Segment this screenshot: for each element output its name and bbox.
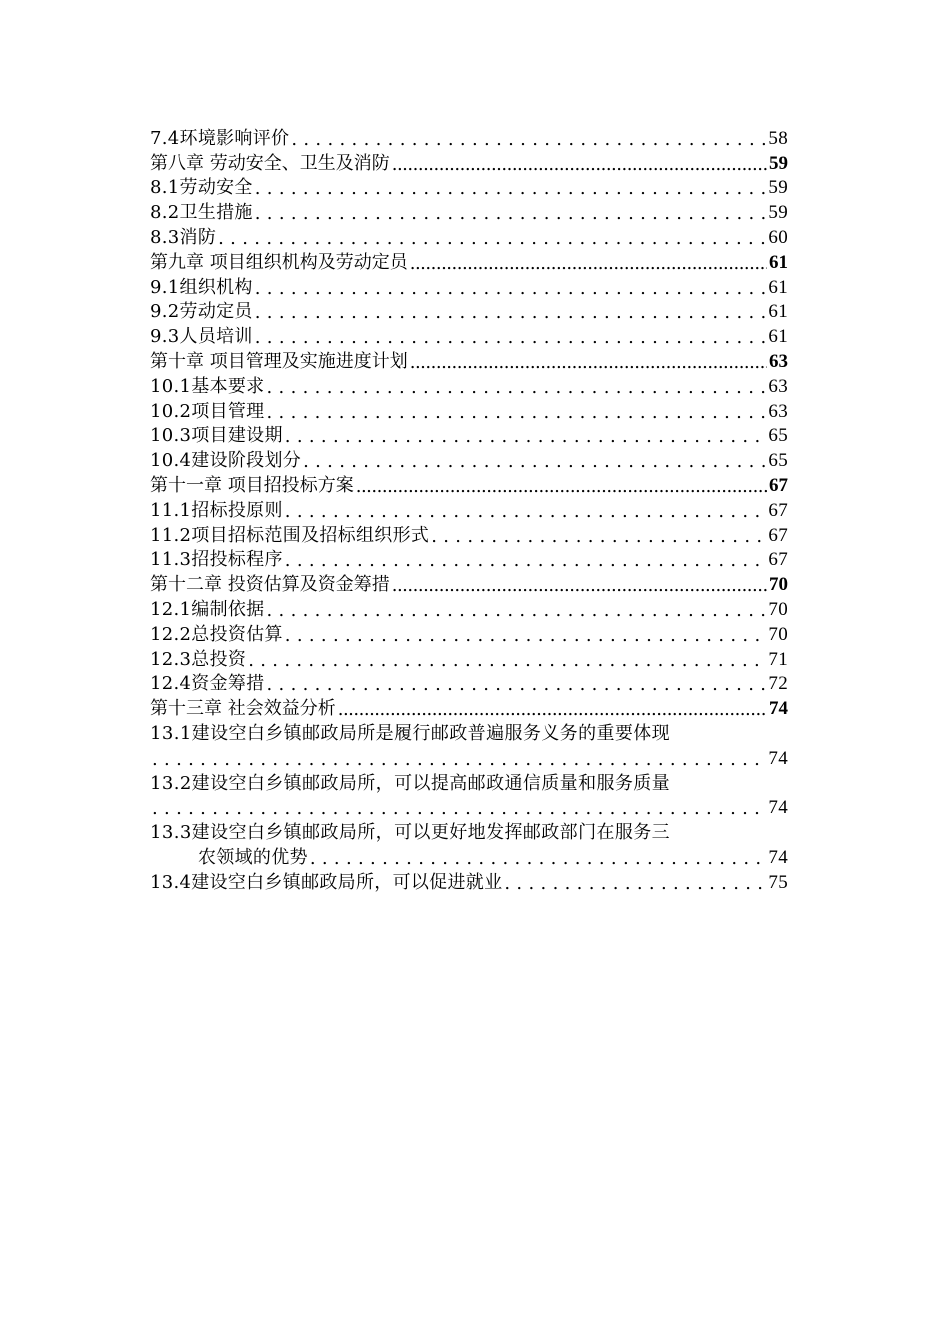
toc-entry-page-number: 61 xyxy=(768,326,788,348)
toc-dot-leader xyxy=(285,625,767,646)
toc-entry-section-line1[interactable] xyxy=(150,770,788,795)
toc-entry-page-number: 59 xyxy=(769,152,788,174)
toc-entry-section[interactable] xyxy=(150,373,788,398)
toc-entry-page-number: 71 xyxy=(768,648,788,670)
toc-entry-label: 第十三章 社会效益分析 xyxy=(150,698,336,720)
toc-dot-leader xyxy=(410,253,767,274)
toc-entry-label: 12.1编制依据 xyxy=(150,598,265,620)
toc-entry-page-number: 67 xyxy=(768,524,788,546)
toc-entry-label-continued: 农领域的优势 xyxy=(198,846,308,868)
toc-entry-page-number: 74 xyxy=(768,846,788,868)
toc-entry-label: 8.1劳动安全 xyxy=(150,177,253,199)
toc-entry-section[interactable] xyxy=(150,398,788,423)
toc-dot-leader xyxy=(392,154,767,175)
toc-entry-section-line2[interactable] xyxy=(150,844,788,869)
toc-entry-label: 10.2项目管理 xyxy=(150,400,265,422)
toc-entry-section[interactable] xyxy=(150,621,788,646)
toc-entry-label: 第十一章 项目招投标方案 xyxy=(150,474,354,496)
toc-entry-chapter[interactable] xyxy=(150,695,788,720)
toc-entry-chapter[interactable] xyxy=(150,348,788,373)
toc-entry-section[interactable] xyxy=(150,671,788,696)
toc-entry-section-line2[interactable] xyxy=(150,745,788,770)
toc-dot-leader xyxy=(431,526,766,547)
toc-entry-chapter[interactable] xyxy=(150,249,788,274)
toc-entry-section[interactable] xyxy=(150,646,788,671)
toc-entry-label: 第十章 项目管理及实施进度计划 xyxy=(150,350,408,372)
toc-entry-label: 12.2总投资估算 xyxy=(150,623,283,645)
toc-dot-leader xyxy=(248,650,766,671)
toc-entry-label: 7.4环境影响评价 xyxy=(150,127,290,149)
toc-entry-label: 9.2劳动定员 xyxy=(150,301,253,323)
toc-entry-page-number: 61 xyxy=(768,276,788,298)
toc-dot-leader xyxy=(255,178,767,199)
toc-entry-label: 9.1组织机构 xyxy=(150,276,253,298)
toc-dot-leader xyxy=(255,302,767,323)
toc-dot-leader xyxy=(392,575,767,596)
toc-entry-label: 第八章 劳动安全、卫生及消防 xyxy=(150,152,390,174)
toc-dot-leader xyxy=(152,798,766,819)
toc-entry-label: 13.1建设空白乡镇邮政局所是履行邮政普遍服务义务的重要体现 xyxy=(150,722,671,744)
toc-entry-page-number: 74 xyxy=(768,797,788,819)
toc-entry-page-number: 63 xyxy=(769,350,788,372)
toc-entry-chapter[interactable] xyxy=(150,150,788,175)
toc-entry-label: 12.4资金筹措 xyxy=(150,673,265,695)
toc-entry-section[interactable] xyxy=(150,596,788,621)
toc-entry-chapter[interactable] xyxy=(150,472,788,497)
toc-entry-section[interactable] xyxy=(150,323,788,348)
toc-dot-leader xyxy=(255,278,767,299)
toc-entry-section[interactable] xyxy=(150,274,788,299)
toc-entry-page-number: 60 xyxy=(768,226,788,248)
toc-dot-leader xyxy=(285,550,767,571)
toc-entry-page-number: 72 xyxy=(768,673,788,695)
toc-entry-label: 12.3总投资 xyxy=(150,648,247,670)
toc-entry-label: 8.3消防 xyxy=(150,226,217,248)
toc-entry-label: 13.3建设空白乡镇邮政局所，可以更好地发挥邮政部门在服务三 xyxy=(150,822,671,844)
toc-entry-page-number: 67 xyxy=(768,549,788,571)
toc-entry-page-number: 58 xyxy=(768,127,788,149)
toc-entry-page-number: 70 xyxy=(768,598,788,620)
toc-entry-chapter[interactable] xyxy=(150,571,788,596)
toc-rows xyxy=(150,125,788,894)
toc-dot-leader xyxy=(338,699,767,720)
toc-entry-label: 第十二章 投资估算及资金筹措 xyxy=(150,574,390,596)
toc-entry-section[interactable] xyxy=(150,299,788,324)
toc-dot-leader xyxy=(285,426,767,447)
toc-entry-page-number: 75 xyxy=(768,871,788,893)
toc-entry-label: 13.2建设空白乡镇邮政局所，可以提高邮政通信质量和服务质量 xyxy=(150,772,671,794)
toc-entry-page-number: 70 xyxy=(769,574,788,596)
toc-entry-label: 8.2卫生措施 xyxy=(150,202,253,224)
toc-dot-leader xyxy=(504,873,766,894)
toc-entry-page-number: 67 xyxy=(768,499,788,521)
toc-entry-section[interactable] xyxy=(150,125,788,150)
toc-dot-leader xyxy=(152,749,766,770)
toc-dot-leader xyxy=(291,129,766,150)
toc-dot-leader xyxy=(266,377,766,398)
toc-entry-page-number: 61 xyxy=(769,251,788,273)
toc-entry-page-number: 65 xyxy=(768,425,788,447)
toc-entry-page-number: 74 xyxy=(769,698,788,720)
toc-dot-leader xyxy=(266,674,766,695)
toc-entry-label: 10.1基本要求 xyxy=(150,375,265,397)
table-of-contents xyxy=(150,125,788,894)
toc-entry-label: 11.2项目招标范围及招标组织形式 xyxy=(150,524,430,546)
toc-dot-leader xyxy=(285,501,767,522)
toc-entry-section[interactable] xyxy=(150,447,788,472)
toc-dot-leader xyxy=(266,600,766,621)
toc-entry-label: 11.1招标投原则 xyxy=(150,499,283,521)
toc-entry-page-number: 59 xyxy=(768,202,788,224)
toc-dot-leader xyxy=(310,848,767,869)
toc-entry-section[interactable] xyxy=(150,522,788,547)
toc-entry-page-number: 67 xyxy=(769,474,788,496)
toc-entry-section[interactable] xyxy=(150,423,788,448)
toc-entry-page-number: 63 xyxy=(768,400,788,422)
toc-entry-section-line1[interactable] xyxy=(150,720,788,745)
toc-entry-section[interactable] xyxy=(150,497,788,522)
toc-entry-label: 10.3项目建设期 xyxy=(150,425,283,447)
toc-dot-leader xyxy=(218,228,766,249)
toc-dot-leader xyxy=(303,451,766,472)
toc-entry-section[interactable] xyxy=(150,224,788,249)
toc-entry-page-number: 59 xyxy=(768,177,788,199)
toc-entry-section[interactable] xyxy=(150,547,788,572)
toc-entry-page-number: 65 xyxy=(768,450,788,472)
toc-dot-leader xyxy=(255,327,767,348)
toc-entry-page-number: 61 xyxy=(768,301,788,323)
toc-entry-label: 第九章 项目组织机构及劳动定员 xyxy=(150,251,408,273)
toc-dot-leader xyxy=(410,352,767,373)
toc-dot-leader xyxy=(266,402,766,423)
toc-entry-page-number: 63 xyxy=(768,375,788,397)
toc-entry-page-number: 74 xyxy=(768,747,788,769)
toc-entry-section[interactable] xyxy=(150,869,788,894)
toc-entry-section-line2[interactable] xyxy=(150,795,788,820)
toc-entry-section[interactable] xyxy=(150,175,788,200)
toc-entry-label: 11.3招投标程序 xyxy=(150,549,283,571)
toc-entry-section[interactable] xyxy=(150,199,788,224)
toc-entry-label: 13.4建设空白乡镇邮政局所，可以促进就业 xyxy=(150,871,503,893)
toc-entry-label: 9.3人员培训 xyxy=(150,326,253,348)
toc-entry-section-line1[interactable] xyxy=(150,819,788,844)
toc-entry-label: 10.4建设阶段划分 xyxy=(150,450,302,472)
toc-entry-page-number: 70 xyxy=(768,623,788,645)
toc-dot-leader xyxy=(356,476,767,497)
toc-dot-leader xyxy=(255,203,767,224)
